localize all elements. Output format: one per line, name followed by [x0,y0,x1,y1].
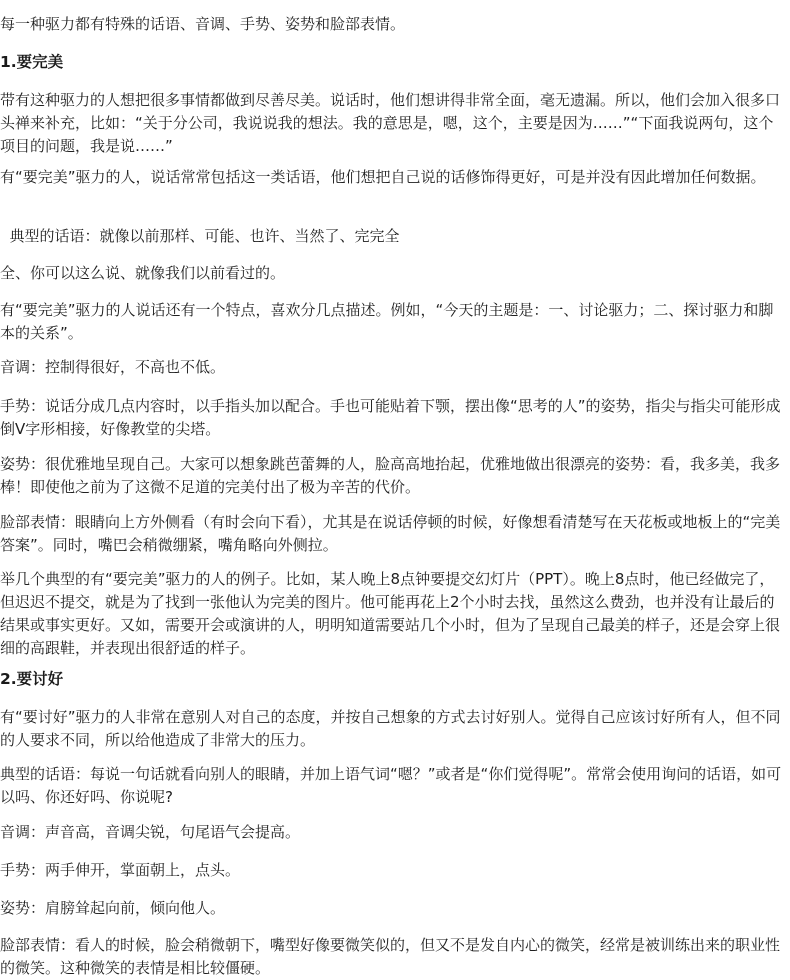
paragraph-please-posture: 姿势：肩膀耸起向前，倾向他人。 [0,899,226,917]
paragraph-please-face: 脸部表情：看人的时候，脸会稍微朝下，嘴型好像要微笑似的，但又不是发自内心的微笑，经常是被训练出来的职业性的微笑。这种微笑的表情是相比较僵硬。 [0,936,781,977]
paragraph-perfect-tone: 音调：控制得很好，不高也不低。 [0,358,226,376]
paragraph-please-tone: 音调：声音高，音调尖锐，句尾语气会提高。 [0,823,301,841]
section-heading-please: 2.要讨好 [0,670,64,688]
intro-paragraph: 每一种驱力都有特殊的话语、音调、手势、姿势和脸部表情。 [0,15,406,33]
paragraph-perfect-face: 脸部表情：眼睛向上方外侧看（有时会向下看），尤其是在说话停顿的时候，好像想看清楚写在天花板或地板上的“完美答案”。同时，嘴巴会稍微绷紧，嘴角略向外侧拉。 [0,513,781,554]
paragraph-perfect-posture: 姿势：很优雅地呈现自己。大家可以想象跳芭蕾舞的人，脸高高地抬起，优雅地做出很漂亮的姿势：看，我多美，我多棒！即使他之前为了这微不足道的完美付出了极为辛苦的代价。 [0,455,781,496]
paragraph-please-description: 有“要讨好”驱力的人非常在意别人对自己的态度，并按自己想象的方式去讨好别人。觉得自己应该讨好所有人，但不同的人要求不同，所以给他造成了非常大的压力。 [0,708,781,749]
paragraph-perfect-typical-words: 典型的话语：就像以前那样、可能、也许、当然了、完完全 [0,227,400,245]
paragraph-perfect-description: 带有这种驱力的人想把很多事情都做到尽善尽美。说话时，他们想讲得非常全面，毫无遗漏。所以，他们会加入很多口头禅来补充，比如：“关于分公司，我说说我的想法。我的意思是，嗯，这个，主要是因为……”“下面我说两句，这个项目的问题，我是说……” [0,91,781,155]
paragraph-perfect-speech: 有“要完美”驱力的人，说话常常包括这一类话语，他们想把自己说的话修饰得更好，可是并没有因此增加任何数据。 [0,168,766,186]
paragraph-perfect-points: 有“要完美”驱力的人说话还有一个特点，喜欢分几点描述。例如，“今天的主题是：一、讨论驱力；二、探讨驱力和脚本的关系”。 [0,301,774,342]
paragraph-perfect-examples: 举几个典型的有“要完美”驱力的人的例子。比如，某人晚上8点钟要提交幻灯片（PPT）。晚上8点时，他已经做完了，但迟迟不提交，就是为了找到一张他认为完美的图片。他可能再花上2个小时去找，虽然这么费劲，也并没有让最后的结果或事实更好。又如，需要开会或演讲的人，明明知道需要站几个小时，但为了呈现自己最美的样子，还是会穿上很细的高跟鞋，并表现出很舒适的样子。 [0,570,781,657]
paragraph-perfect-gesture: 手势：说话分成几点内容时，以手指头加以配合。手也可能贴着下颚，摆出像“思考的人”的姿势，指尖与指尖可能形成倒V字形相接，好像教堂的尖塔。 [0,397,781,438]
section-heading-perfect: 1.要完美 [0,53,64,71]
paragraph-please-gesture: 手势：两手伸开，掌面朝上，点头。 [0,861,241,879]
paragraph-perfect-typical-words-cont: 全、你可以这么说、就像我们以前看过的。 [0,264,286,282]
paragraph-please-typical-words: 典型的话语：每说一句话就看向别人的眼睛，并加上语气词“嗯？”或者是“你们觉得呢”。常常会使用询问的话语，如可以吗、你还好吗、你说呢? [0,765,782,806]
